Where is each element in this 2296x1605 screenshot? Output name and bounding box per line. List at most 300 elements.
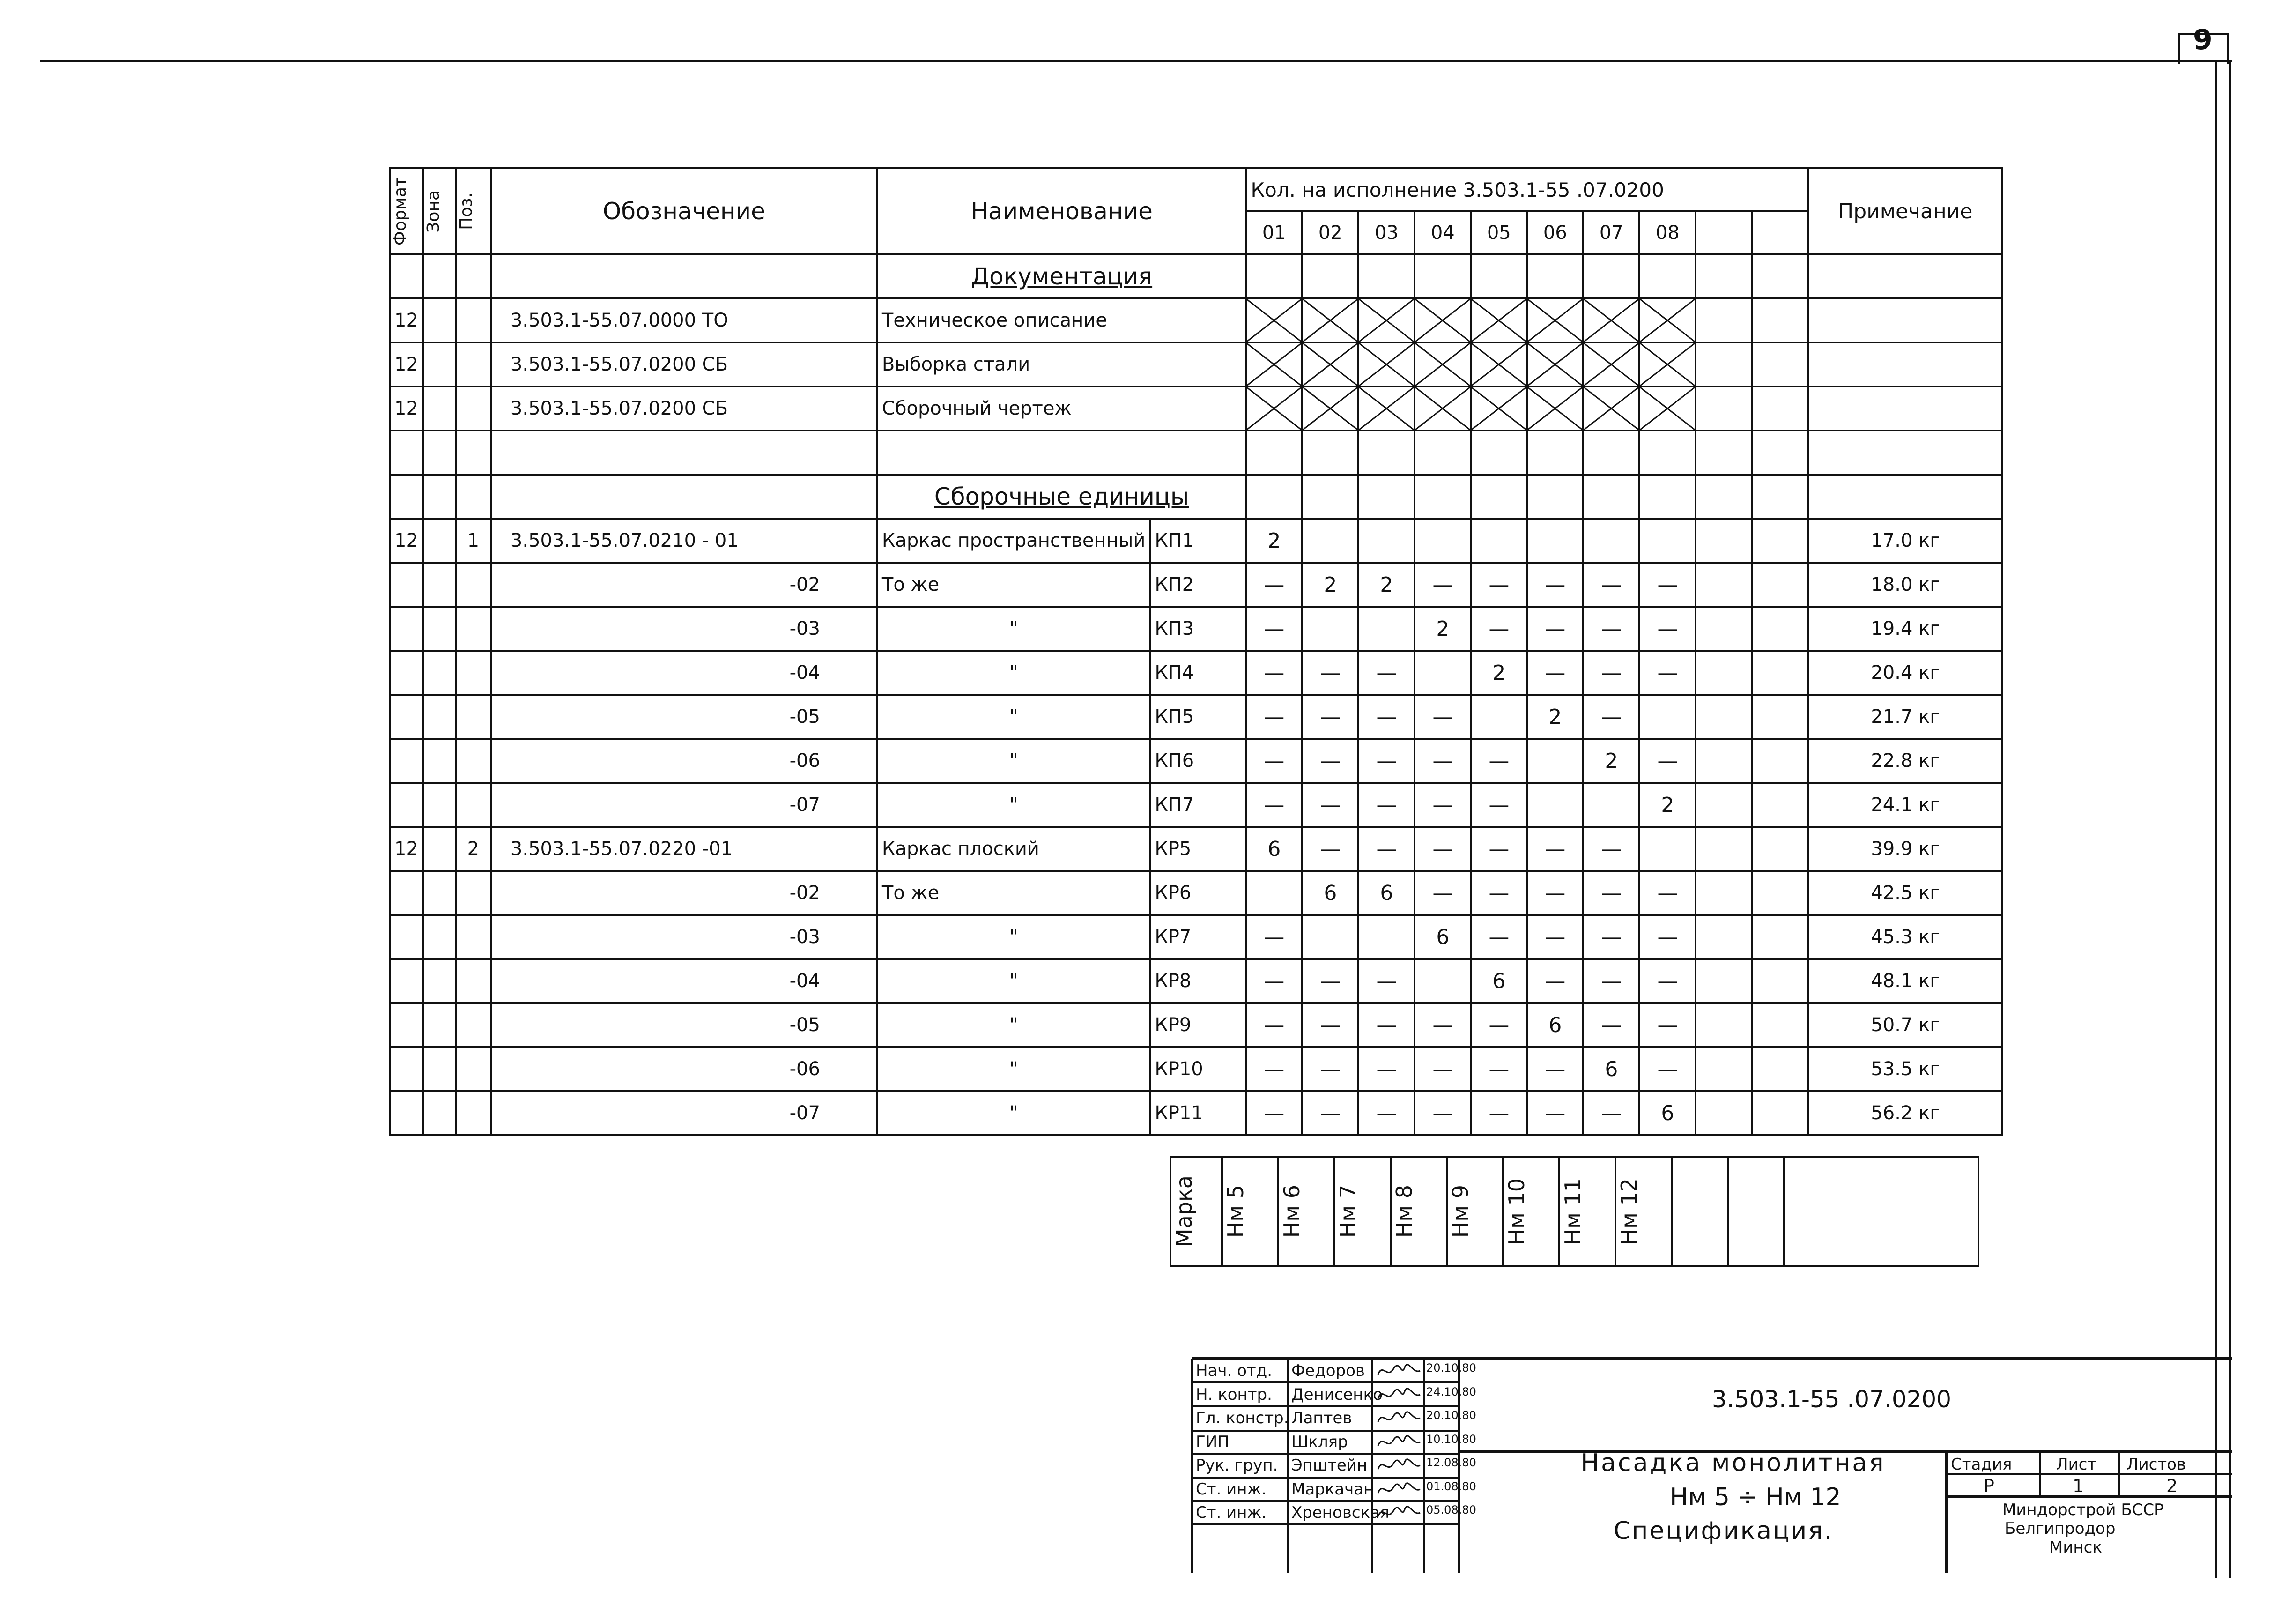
qty-cell: — bbox=[1302, 1003, 1358, 1047]
qty-cell bbox=[1696, 1091, 1752, 1135]
header-row-1 bbox=[390, 168, 2002, 211]
cross-mark-icon bbox=[1247, 299, 1301, 342]
pos-cell bbox=[456, 739, 491, 783]
marka-value: Нм 11 bbox=[1560, 1178, 1585, 1245]
qty-cell bbox=[1696, 254, 1752, 298]
crossed-cell bbox=[1639, 386, 1696, 431]
empty-cell bbox=[1415, 431, 1471, 475]
qty-cell: — bbox=[1358, 783, 1415, 827]
empty-cell bbox=[1302, 431, 1358, 475]
crossed-cell bbox=[1246, 298, 1302, 342]
signature-icon bbox=[1376, 1360, 1422, 1382]
qty-cell bbox=[1246, 475, 1302, 519]
cross-mark-icon bbox=[1640, 343, 1695, 386]
qty-cell bbox=[1415, 959, 1471, 1003]
designation-cell: 3.503.1-55.07.0200 СБ bbox=[491, 342, 877, 386]
qty-cell: — bbox=[1246, 739, 1302, 783]
col-qty-header: Кол. на исполнение 3.503.1-55 .07.0200 bbox=[1246, 168, 1808, 211]
qty-cell bbox=[1471, 475, 1527, 519]
pos-cell bbox=[456, 695, 491, 739]
cross-mark-icon bbox=[1303, 299, 1357, 342]
table-row bbox=[390, 1091, 2002, 1135]
qty-cell: — bbox=[1527, 651, 1583, 695]
qty-cell: — bbox=[1415, 783, 1471, 827]
qty-cell: — bbox=[1358, 1047, 1415, 1091]
marka-value-cell bbox=[1447, 1157, 1503, 1266]
qty-cell: — bbox=[1302, 1047, 1358, 1091]
qty-cell bbox=[1696, 342, 1752, 386]
name-cell: " bbox=[877, 1047, 1150, 1091]
format-cell bbox=[390, 563, 423, 607]
marka-value: Нм 9 bbox=[1448, 1185, 1473, 1238]
qty-cell bbox=[1696, 871, 1752, 915]
name-mark-cell: КР6 bbox=[1150, 871, 1246, 915]
name-cell: " bbox=[877, 607, 1150, 651]
qty-cell: 6 bbox=[1415, 915, 1471, 959]
qty-cell: — bbox=[1246, 563, 1302, 607]
note-cell: 39.9 кг bbox=[1808, 827, 2002, 871]
qty-cell: — bbox=[1358, 739, 1415, 783]
cross-mark-icon bbox=[1528, 387, 1582, 430]
format-cell bbox=[390, 783, 423, 827]
qty-cell bbox=[1246, 254, 1302, 298]
zone-cell bbox=[423, 959, 456, 1003]
qty-cell bbox=[1752, 1047, 1808, 1091]
title-role: Нач. отд. bbox=[1196, 1361, 1273, 1380]
marka-value-cell bbox=[1222, 1157, 1278, 1266]
title-line-3: Спецификация. bbox=[1614, 1517, 1834, 1545]
name-cell: " bbox=[877, 651, 1150, 695]
qty-cell: — bbox=[1583, 827, 1639, 871]
crossed-cell bbox=[1302, 342, 1358, 386]
qty-cell bbox=[1415, 475, 1471, 519]
col-format-header bbox=[390, 168, 423, 254]
designation-cell: -06 bbox=[491, 739, 877, 783]
note-cell: 42.5 кг bbox=[1808, 871, 2002, 915]
table-row bbox=[390, 386, 2002, 431]
qty-cell: 6 bbox=[1583, 1047, 1639, 1091]
cross-mark-icon bbox=[1247, 387, 1301, 430]
qty-cell bbox=[1696, 783, 1752, 827]
cross-mark-icon bbox=[1528, 343, 1582, 386]
format-cell bbox=[390, 651, 423, 695]
zone-cell bbox=[423, 607, 456, 651]
pos-cell bbox=[456, 651, 491, 695]
title-date: 24.10.80 bbox=[1426, 1385, 1476, 1398]
cell-format bbox=[390, 475, 423, 519]
qty-cell: — bbox=[1583, 607, 1639, 651]
qty-cell bbox=[1752, 519, 1808, 563]
qty-cell bbox=[1358, 475, 1415, 519]
qty-cell: — bbox=[1302, 959, 1358, 1003]
qty-cell bbox=[1752, 607, 1808, 651]
title-date: 20.10.80 bbox=[1426, 1361, 1476, 1375]
qty-cell: — bbox=[1471, 827, 1527, 871]
qty-cell: 6 bbox=[1639, 1091, 1696, 1135]
qty-cell: — bbox=[1639, 959, 1696, 1003]
designation-cell: -04 bbox=[491, 959, 877, 1003]
empty-cell bbox=[1358, 431, 1415, 475]
qty-cell bbox=[1696, 563, 1752, 607]
qty-cell: — bbox=[1358, 1091, 1415, 1135]
qty-cell: — bbox=[1302, 651, 1358, 695]
designation-cell: 3.503.1-55.07.0200 СБ bbox=[491, 386, 877, 431]
cross-mark-icon bbox=[1472, 343, 1526, 386]
note-cell: 50.7 кг bbox=[1808, 1003, 2002, 1047]
pos-header-text: Поз. bbox=[456, 193, 476, 230]
table-row bbox=[390, 475, 2002, 519]
qty-cell: — bbox=[1415, 827, 1471, 871]
qty-cell bbox=[1527, 519, 1583, 563]
note-cell: 17.0 кг bbox=[1808, 519, 2002, 563]
qty-cell bbox=[1752, 651, 1808, 695]
format-cell: 12 bbox=[390, 386, 423, 431]
table-row bbox=[390, 254, 2002, 298]
qty-cell bbox=[1752, 254, 1808, 298]
qty-cell: 6 bbox=[1527, 1003, 1583, 1047]
format-cell: 12 bbox=[390, 827, 423, 871]
qty-cell: — bbox=[1358, 695, 1415, 739]
marka-value-cell bbox=[1503, 1157, 1559, 1266]
qty-cell bbox=[1696, 607, 1752, 651]
sheets-value: 2 bbox=[2166, 1476, 2178, 1496]
crossed-cell bbox=[1583, 386, 1639, 431]
cross-mark-icon bbox=[1415, 387, 1470, 430]
note-cell: 56.2 кг bbox=[1808, 1091, 2002, 1135]
note-cell bbox=[1808, 386, 2002, 431]
title-date: 10.10.80 bbox=[1426, 1432, 1476, 1446]
table-row bbox=[390, 783, 2002, 827]
crossed-cell bbox=[1471, 342, 1527, 386]
name-mark-cell: КР5 bbox=[1150, 827, 1246, 871]
format-cell bbox=[390, 607, 423, 651]
crossed-cell bbox=[1583, 342, 1639, 386]
designation-cell: -03 bbox=[491, 915, 877, 959]
qty-cell bbox=[1696, 1003, 1752, 1047]
qty-cell: — bbox=[1415, 1003, 1471, 1047]
zone-cell bbox=[423, 519, 456, 563]
qty-cell: — bbox=[1246, 1003, 1302, 1047]
qty-cell: — bbox=[1471, 1047, 1527, 1091]
cell-designation bbox=[491, 475, 877, 519]
qty-cell: — bbox=[1246, 783, 1302, 827]
cross-mark-icon bbox=[1472, 299, 1526, 342]
qty-cell bbox=[1752, 386, 1808, 431]
name-mark-cell: КР7 bbox=[1150, 915, 1246, 959]
cell-zone bbox=[423, 254, 456, 298]
designation-cell: -02 bbox=[491, 871, 877, 915]
cross-mark-icon bbox=[1359, 387, 1414, 430]
qty-cell: — bbox=[1246, 607, 1302, 651]
empty-cell bbox=[390, 431, 423, 475]
title-role: Рук. груп. bbox=[1196, 1456, 1278, 1475]
name-cell: " bbox=[877, 783, 1150, 827]
variant-header bbox=[1752, 211, 1808, 254]
title-line-1: Насадка монолитная bbox=[1581, 1449, 1886, 1477]
crossed-cell bbox=[1358, 342, 1415, 386]
marka-value-cell bbox=[1728, 1157, 1784, 1266]
cross-mark-icon bbox=[1359, 343, 1414, 386]
variant-header: 07 bbox=[1583, 211, 1639, 254]
table-row bbox=[390, 827, 2002, 871]
designation-cell: -05 bbox=[491, 1003, 877, 1047]
cross-mark-icon bbox=[1640, 387, 1695, 430]
marka-value: Нм 5 bbox=[1223, 1185, 1248, 1238]
designation-cell: -07 bbox=[491, 783, 877, 827]
qty-cell bbox=[1302, 475, 1358, 519]
section-heading: Документация bbox=[877, 254, 1246, 298]
qty-cell bbox=[1527, 475, 1583, 519]
qty-cell bbox=[1583, 519, 1639, 563]
qty-cell: — bbox=[1471, 607, 1527, 651]
qty-cell bbox=[1696, 827, 1752, 871]
designation-cell: -06 bbox=[491, 1047, 877, 1091]
col-zone-header bbox=[423, 168, 456, 254]
cross-mark-icon bbox=[1247, 343, 1301, 386]
qty-cell bbox=[1696, 386, 1752, 431]
title-name: Шкляр bbox=[1291, 1432, 1348, 1451]
qty-cell bbox=[1752, 783, 1808, 827]
qty-cell: — bbox=[1527, 607, 1583, 651]
table-row bbox=[390, 1047, 2002, 1091]
title-role: Ст. инж. bbox=[1196, 1503, 1267, 1522]
empty-cell bbox=[1639, 431, 1696, 475]
marka-value: Нм 7 bbox=[1335, 1185, 1361, 1238]
qty-cell: — bbox=[1302, 695, 1358, 739]
qty-cell: — bbox=[1527, 959, 1583, 1003]
qty-cell: — bbox=[1583, 915, 1639, 959]
marka-value: Нм 10 bbox=[1504, 1178, 1529, 1245]
sheet-number: 9 bbox=[2193, 23, 2213, 56]
qty-cell: 2 bbox=[1246, 519, 1302, 563]
note-cell: 24.1 кг bbox=[1808, 783, 2002, 827]
zone-cell bbox=[423, 695, 456, 739]
qty-cell: — bbox=[1471, 739, 1527, 783]
qty-cell bbox=[1583, 783, 1639, 827]
qty-cell: — bbox=[1246, 915, 1302, 959]
zone-cell bbox=[423, 298, 456, 342]
note-cell bbox=[1808, 298, 2002, 342]
qty-cell: — bbox=[1471, 1003, 1527, 1047]
table-row bbox=[390, 871, 2002, 915]
qty-cell: 2 bbox=[1639, 783, 1696, 827]
format-cell bbox=[390, 871, 423, 915]
name-mark-cell: КР11 bbox=[1150, 1091, 1246, 1135]
pos-cell bbox=[456, 607, 491, 651]
qty-cell bbox=[1696, 475, 1752, 519]
qty-cell bbox=[1639, 827, 1696, 871]
designation-cell: -03 bbox=[491, 607, 877, 651]
zone-cell bbox=[423, 651, 456, 695]
qty-cell: — bbox=[1527, 563, 1583, 607]
qty-cell: 2 bbox=[1302, 563, 1358, 607]
title-block bbox=[1192, 1358, 2232, 1573]
qty-cell: — bbox=[1639, 739, 1696, 783]
table-row bbox=[390, 563, 2002, 607]
qty-cell: 2 bbox=[1527, 695, 1583, 739]
crossed-cell bbox=[1639, 298, 1696, 342]
pos-cell bbox=[456, 1047, 491, 1091]
name-cell: " bbox=[877, 915, 1150, 959]
qty-cell: — bbox=[1302, 827, 1358, 871]
format-cell bbox=[390, 959, 423, 1003]
document-code: 3.503.1-55 .07.0200 bbox=[1712, 1386, 1952, 1413]
cross-mark-icon bbox=[1415, 299, 1470, 342]
qty-cell: — bbox=[1639, 871, 1696, 915]
qty-cell bbox=[1696, 739, 1752, 783]
cross-mark-icon bbox=[1528, 299, 1582, 342]
marka-empty-cell bbox=[1784, 1157, 1978, 1266]
title-role: Ст. инж. bbox=[1196, 1479, 1267, 1499]
pos-cell: 1 bbox=[456, 519, 491, 563]
marka-row bbox=[1170, 1157, 1978, 1266]
note-cell: 18.0 кг bbox=[1808, 563, 2002, 607]
table-row bbox=[390, 431, 2002, 475]
designation-cell: 3.503.1-55.07.0000 ТО bbox=[491, 298, 877, 342]
crossed-cell bbox=[1527, 298, 1583, 342]
pos-cell bbox=[456, 959, 491, 1003]
name-mark-cell: КП3 bbox=[1150, 607, 1246, 651]
qty-cell: — bbox=[1639, 1047, 1696, 1091]
crossed-cell bbox=[1302, 386, 1358, 431]
crossed-cell bbox=[1415, 342, 1471, 386]
qty-cell bbox=[1471, 254, 1527, 298]
qty-cell: — bbox=[1415, 871, 1471, 915]
qty-cell: 6 bbox=[1471, 959, 1527, 1003]
title-role: ГИП bbox=[1196, 1432, 1229, 1451]
qty-cell: — bbox=[1527, 915, 1583, 959]
qty-cell bbox=[1583, 475, 1639, 519]
crossed-cell bbox=[1246, 386, 1302, 431]
pos-cell bbox=[456, 1003, 491, 1047]
marka-label-cell bbox=[1170, 1157, 1222, 1266]
top-border-line bbox=[40, 60, 2232, 62]
qty-cell: — bbox=[1415, 1091, 1471, 1135]
qty-cell: — bbox=[1415, 739, 1471, 783]
name-mark-cell: КР9 bbox=[1150, 1003, 1246, 1047]
pos-cell bbox=[456, 386, 491, 431]
crossed-cell bbox=[1415, 298, 1471, 342]
qty-cell bbox=[1302, 607, 1358, 651]
section-heading: Сборочные единицы bbox=[877, 475, 1246, 519]
qty-cell bbox=[1752, 915, 1808, 959]
qty-cell bbox=[1696, 915, 1752, 959]
zone-cell bbox=[423, 1091, 456, 1135]
table-row bbox=[390, 607, 2002, 651]
designation-cell: 3.503.1-55.07.0210 - 01 bbox=[491, 519, 877, 563]
crossed-cell bbox=[1639, 342, 1696, 386]
col-note-header: Примечание bbox=[1808, 168, 2002, 254]
qty-cell: — bbox=[1302, 739, 1358, 783]
name-mark-cell: КП7 bbox=[1150, 783, 1246, 827]
marka-label: Марка bbox=[1171, 1175, 1197, 1248]
designation-cell: -05 bbox=[491, 695, 877, 739]
qty-cell bbox=[1752, 827, 1808, 871]
qty-cell bbox=[1639, 519, 1696, 563]
qty-cell: — bbox=[1471, 783, 1527, 827]
qty-cell bbox=[1752, 871, 1808, 915]
cross-mark-icon bbox=[1584, 387, 1638, 430]
format-cell bbox=[390, 1047, 423, 1091]
marka-value-cell bbox=[1278, 1157, 1334, 1266]
cross-mark-icon bbox=[1303, 343, 1357, 386]
note-cell: 19.4 кг bbox=[1808, 607, 2002, 651]
zone-cell bbox=[423, 827, 456, 871]
note-cell: 20.4 кг bbox=[1808, 651, 2002, 695]
designation-cell: -07 bbox=[491, 1091, 877, 1135]
qty-cell bbox=[1358, 519, 1415, 563]
qty-cell: — bbox=[1246, 651, 1302, 695]
qty-cell: — bbox=[1583, 871, 1639, 915]
zone-cell bbox=[423, 871, 456, 915]
qty-cell: — bbox=[1583, 563, 1639, 607]
qty-cell bbox=[1583, 254, 1639, 298]
name-mark-cell: КП6 bbox=[1150, 739, 1246, 783]
specification-table bbox=[389, 167, 2003, 1136]
designation-cell: -04 bbox=[491, 651, 877, 695]
table-row bbox=[390, 915, 2002, 959]
name-mark-cell: КП5 bbox=[1150, 695, 1246, 739]
sheets-label: Листов bbox=[2126, 1455, 2186, 1474]
qty-cell bbox=[1639, 254, 1696, 298]
title-name: Лаптев bbox=[1291, 1409, 1352, 1427]
qty-cell bbox=[1752, 1091, 1808, 1135]
variant-header: 05 bbox=[1471, 211, 1527, 254]
cell-pos bbox=[456, 475, 491, 519]
cross-mark-icon bbox=[1584, 299, 1638, 342]
marka-value: Нм 8 bbox=[1392, 1185, 1417, 1238]
title-name: Маркачан bbox=[1291, 1479, 1374, 1499]
qty-cell: — bbox=[1583, 959, 1639, 1003]
cell-designation bbox=[491, 254, 877, 298]
variant-header: 06 bbox=[1527, 211, 1583, 254]
qty-cell: — bbox=[1639, 915, 1696, 959]
note-cell bbox=[1808, 254, 2002, 298]
table-row bbox=[390, 739, 2002, 783]
qty-cell: — bbox=[1527, 1091, 1583, 1135]
pos-cell bbox=[456, 915, 491, 959]
qty-cell: — bbox=[1471, 1091, 1527, 1135]
pos-cell bbox=[456, 783, 491, 827]
qty-cell: — bbox=[1527, 827, 1583, 871]
signature-icon bbox=[1376, 1479, 1422, 1501]
qty-cell bbox=[1696, 651, 1752, 695]
qty-cell bbox=[1752, 739, 1808, 783]
empty-cell bbox=[1583, 431, 1639, 475]
qty-cell: — bbox=[1471, 871, 1527, 915]
qty-cell: — bbox=[1583, 695, 1639, 739]
qty-cell: — bbox=[1415, 563, 1471, 607]
variant-header: 01 bbox=[1246, 211, 1302, 254]
cross-mark-icon bbox=[1472, 387, 1526, 430]
qty-cell bbox=[1471, 519, 1527, 563]
crossed-cell bbox=[1246, 342, 1302, 386]
variant-header: 02 bbox=[1302, 211, 1358, 254]
qty-cell: — bbox=[1246, 695, 1302, 739]
qty-cell bbox=[1527, 254, 1583, 298]
qty-cell: — bbox=[1527, 1047, 1583, 1091]
qty-cell bbox=[1696, 298, 1752, 342]
right-border-line-2 bbox=[2229, 60, 2231, 1578]
qty-cell: — bbox=[1358, 827, 1415, 871]
name-mark-cell: КР8 bbox=[1150, 959, 1246, 1003]
crossed-cell bbox=[1527, 342, 1583, 386]
qty-cell bbox=[1471, 695, 1527, 739]
name-cell: " bbox=[877, 1091, 1150, 1135]
qty-cell: — bbox=[1246, 1047, 1302, 1091]
qty-cell: 2 bbox=[1415, 607, 1471, 651]
title-name: Эпштейн bbox=[1291, 1456, 1368, 1475]
